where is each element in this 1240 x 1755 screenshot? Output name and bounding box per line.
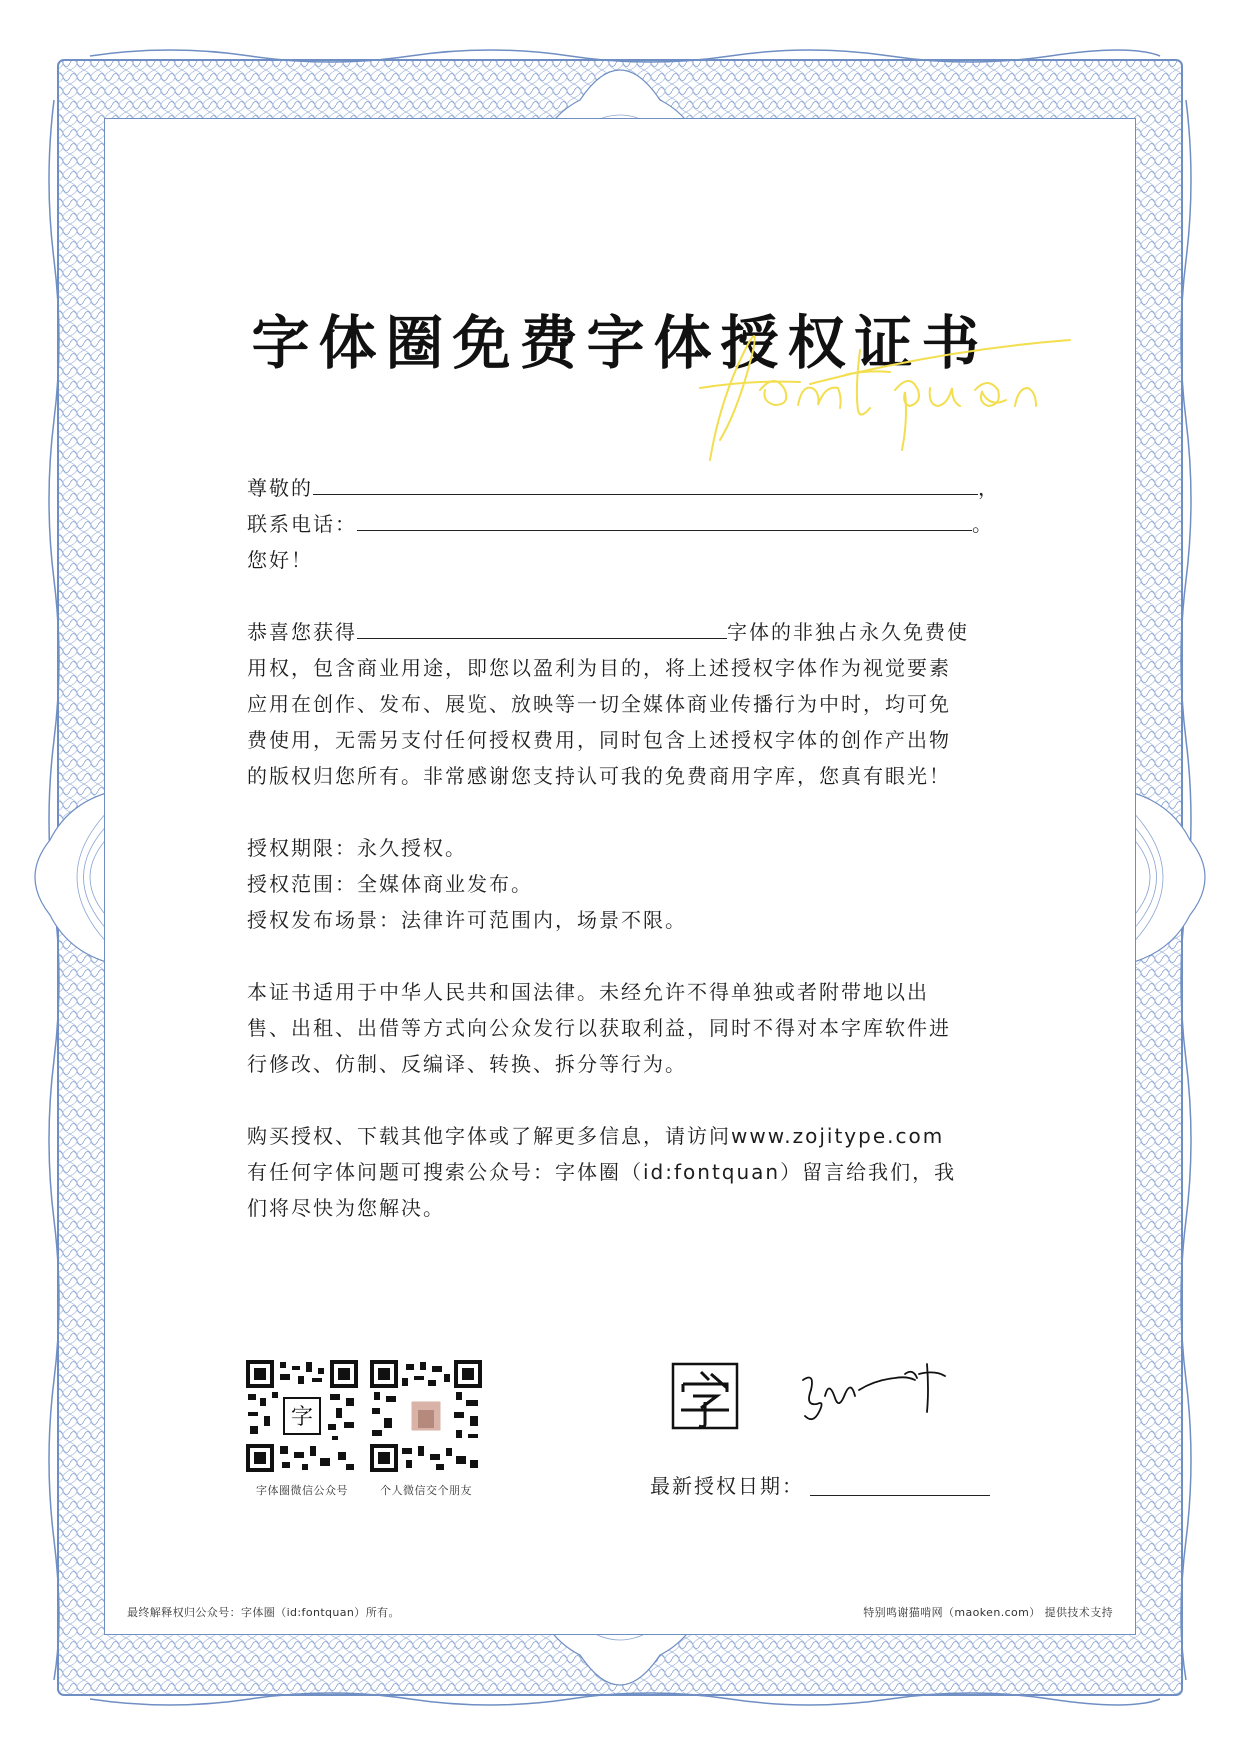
term-scenario: 授权发布场景：法律许可范围内，场景不限。 bbox=[247, 908, 687, 932]
qr-code-icon bbox=[370, 1360, 482, 1472]
handwritten-signature bbox=[795, 1350, 955, 1440]
salutation-comma: ， bbox=[978, 476, 1000, 500]
salutation-label: 尊敬的 bbox=[247, 476, 313, 500]
qr-official-account bbox=[246, 1360, 358, 1498]
zi-seal-logo bbox=[671, 1362, 739, 1430]
phone-line bbox=[247, 506, 997, 542]
grant-line: 应用在创作、发布、展览、放映等一切全媒体商业传播行为中时，均可免 bbox=[247, 692, 951, 716]
salutation-line bbox=[247, 470, 1000, 506]
greeting: 您好！ bbox=[247, 548, 313, 572]
terms-paragraph bbox=[247, 830, 997, 938]
qr-personal-wechat bbox=[370, 1360, 482, 1498]
recipient-name-blank[interactable] bbox=[313, 470, 978, 495]
authorization-date-label: 最新授权日期： bbox=[650, 1474, 804, 1498]
font-name-blank[interactable] bbox=[357, 614, 727, 639]
grant-line: 用权，包含商业用途，即您以盈利为目的，将上述授权字体作为视觉要素 bbox=[247, 656, 951, 680]
law-paragraph bbox=[247, 974, 997, 1082]
qr-caption-personal: 个人微信交个朋友 bbox=[380, 1484, 472, 1497]
term-duration: 授权期限：永久授权。 bbox=[247, 836, 467, 860]
certificate-body bbox=[247, 470, 1000, 1226]
phone-period: 。 bbox=[972, 512, 994, 536]
law-line: 行修改、仿制、反编译、转换、拆分等行为。 bbox=[247, 1052, 687, 1076]
contact-line: 购买授权、下载其他字体或了解更多信息，请访问www.zojitype.com bbox=[247, 1124, 945, 1148]
term-scope: 授权范围：全媒体商业发布。 bbox=[247, 872, 533, 896]
qr-code-icon bbox=[246, 1360, 358, 1472]
grant-line: 的版权归您所有。非常感谢您支持认可我的免费商用字库，您真有眼光！ bbox=[247, 764, 951, 788]
authorization-date-blank[interactable] bbox=[810, 1495, 990, 1496]
phone-label: 联系电话： bbox=[247, 512, 357, 536]
law-line: 售、出租、出借等方式向公众发行以获取利益，同时不得对本字库软件进 bbox=[247, 1016, 951, 1040]
grant-lead: 恭喜您获得 bbox=[247, 620, 357, 644]
grant-line: 费使用，无需另支付任何授权费用，同时包含上述授权字体的创作产出物 bbox=[247, 728, 951, 752]
certificate-title: 字体圈免费字体授权证书 bbox=[251, 309, 989, 377]
footer-credits: 特别鸣谢猫啃网（maoken.com） 提供技术支持 bbox=[863, 1606, 1113, 1619]
qr-caption-official: 字体圈微信公众号 bbox=[256, 1484, 348, 1497]
grant-tail: 字体的非独占永久免费使 bbox=[727, 620, 969, 644]
grant-paragraph bbox=[247, 614, 997, 794]
fontquan-script-mark bbox=[690, 310, 1080, 470]
grant-first-line bbox=[247, 614, 997, 650]
contact-paragraph bbox=[247, 1118, 997, 1226]
law-line: 本证书适用于中华人民共和国法律。未经允许不得单独或者附带地以出 bbox=[247, 980, 929, 1004]
contact-line: 有任何字体问题可搜索公众号：字体圈（id:fontquan）留言给我们，我 bbox=[247, 1160, 957, 1184]
phone-blank[interactable] bbox=[357, 506, 972, 531]
contact-line: 们将尽快为您解决。 bbox=[247, 1196, 445, 1220]
footer-rights-note: 最终解释权归公众号：字体圈（id:fontquan）所有。 bbox=[127, 1606, 400, 1619]
svg-text:字: 字 bbox=[290, 1405, 314, 1430]
